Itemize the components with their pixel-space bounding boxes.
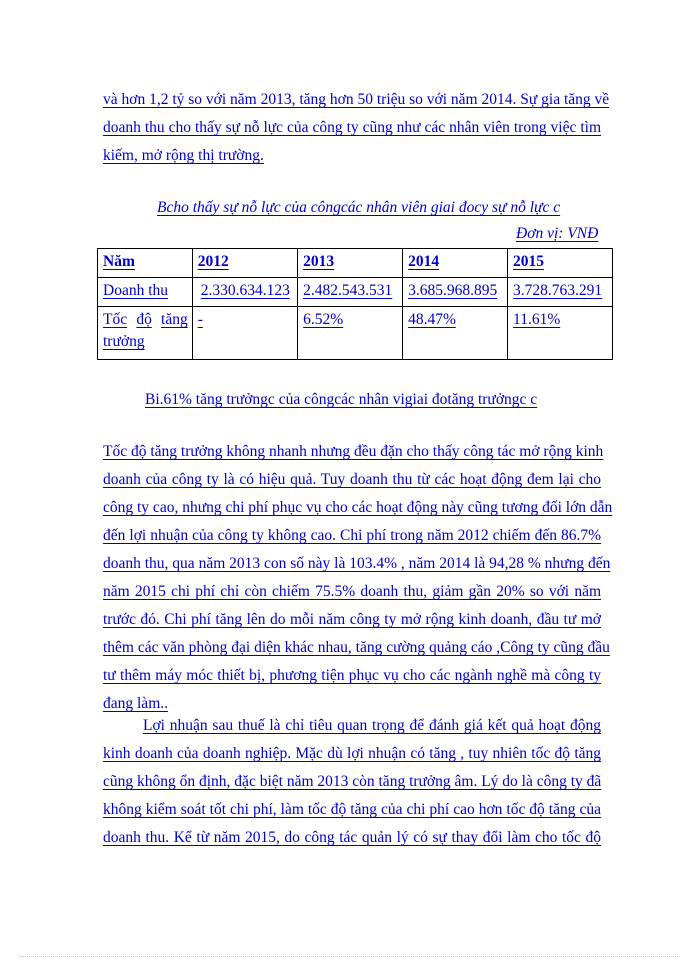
page-bottom-divider — [20, 956, 680, 957]
table-cell: 2.330.634.123 — [192, 278, 297, 307]
table-header-cell: 2013 — [298, 249, 403, 278]
paragraph-main-line-3: công ty cao, nhưng chi phí phục vụ cho các hoạt động này cũng tương đối lớn dẫn — [103, 499, 613, 516]
table-row — [98, 307, 613, 360]
table-cell: 3.685.968.895 — [403, 278, 508, 307]
paragraph-profit-line-2: kinh doanh của doanh nghiệp. Mặc dù lợi nhuận có tăng , tuy nhiên tốc độ tăng — [103, 745, 601, 762]
paragraph-profit-line-3: cũng không ổn định, đặc biệt năm 2013 còn tăng trưởng âm. Lý do là công ty đã — [103, 773, 602, 790]
unit-label: Đơn vị: VNĐ — [516, 225, 599, 242]
paragraph-main-line-5: doanh thu, qua năm 2013 con số này là 103.4% , năm 2014 là 94,28 % nhưng đến — [103, 555, 611, 572]
paragraph-main-line-7: trước đó. Chi phí tăng lên do mỗi năm công ty mở rộng kinh doanh, đầu tư mở — [103, 611, 601, 628]
paragraph-main-line-4: đến lợi nhuận của công ty không cao. Chi phí trong năm 2012 chiếm đến 86.7% — [103, 527, 601, 544]
table-header-cell: 2015 — [508, 249, 613, 278]
table-cell: 11.61% — [508, 307, 613, 360]
table-row-label: Doanh thu — [98, 278, 193, 307]
table-header-cell: 2014 — [403, 249, 508, 278]
paragraph-main-line-9: tư thêm máy móc thiết bị, phương tiện phục vụ cho các ngành nghề mà công ty — [103, 667, 601, 684]
table-header-row — [98, 249, 613, 278]
paragraph-profit-line-5: doanh thu. Kể từ năm 2015, do công tác quản lý có sự thay đổi làm cho tốc độ — [103, 829, 601, 846]
table-row-label: Tốc độ tăng trưởng — [98, 307, 193, 360]
paragraph-main-line-10: đang làm.. — [103, 695, 168, 712]
table-cell: 3.728.763.291 — [508, 278, 613, 307]
table-cell: 6.52% — [298, 307, 403, 360]
table-header-cell: Năm — [98, 249, 193, 278]
paragraph-profit-line-4: không kiểm soát tốt chi phí, làm tốc độ tăng của chi phí cao hơn tốc độ tăng của — [103, 801, 601, 818]
table-row — [98, 278, 613, 307]
table-cell: - — [192, 307, 297, 360]
paragraph-top-line-2: doanh thu cho thấy sự nỗ lực của công ty cũng như các nhân viên trong việc tìm — [103, 119, 601, 136]
paragraph-main-line-6: năm 2015 chi phí chỉ còn chiếm 75.5% doanh thu, giảm gần 20% so với năm — [103, 583, 601, 600]
chart-caption: Bi.61% tăng trưởngc của côngcác nhân vigiai đotăng trưởngc c — [145, 391, 538, 408]
revenue-table — [97, 248, 613, 360]
table-cell: 48.47% — [403, 307, 508, 360]
paragraph-main-line-8: thêm các văn phòng đại diện khác nhau, tăng cường quảng cáo ,Công ty cũng đầu — [103, 639, 610, 656]
paragraph-top-line-1: và hơn 1,2 tỷ so với năm 2013, tăng hơn 50 triệu so với năm 2014. Sự gia tăng về — [103, 91, 610, 108]
paragraph-top-line-3: kiếm, mở rộng thị trường. — [103, 147, 264, 164]
table-cell: 2.482.543.531 — [298, 278, 403, 307]
paragraph-main-line-2: doanh của công ty là có hiệu quả. Tuy doanh thu từ các hoạt động đem lại cho — [103, 471, 601, 488]
table-header-cell: 2012 — [192, 249, 297, 278]
table-caption: Bcho thấy sự nỗ lực của côngcác nhân viên giai đocy sự nỗ lực c — [157, 199, 561, 216]
paragraph-profit-line-1: Lợi nhuận sau thuế là chỉ tiêu quan trọng để đánh giá kết quả hoạt động — [143, 717, 601, 734]
paragraph-main-line-1: Tốc độ tăng trưởng không nhanh nhưng đều đặn cho thấy công tác mở rộng kinh — [103, 443, 604, 460]
